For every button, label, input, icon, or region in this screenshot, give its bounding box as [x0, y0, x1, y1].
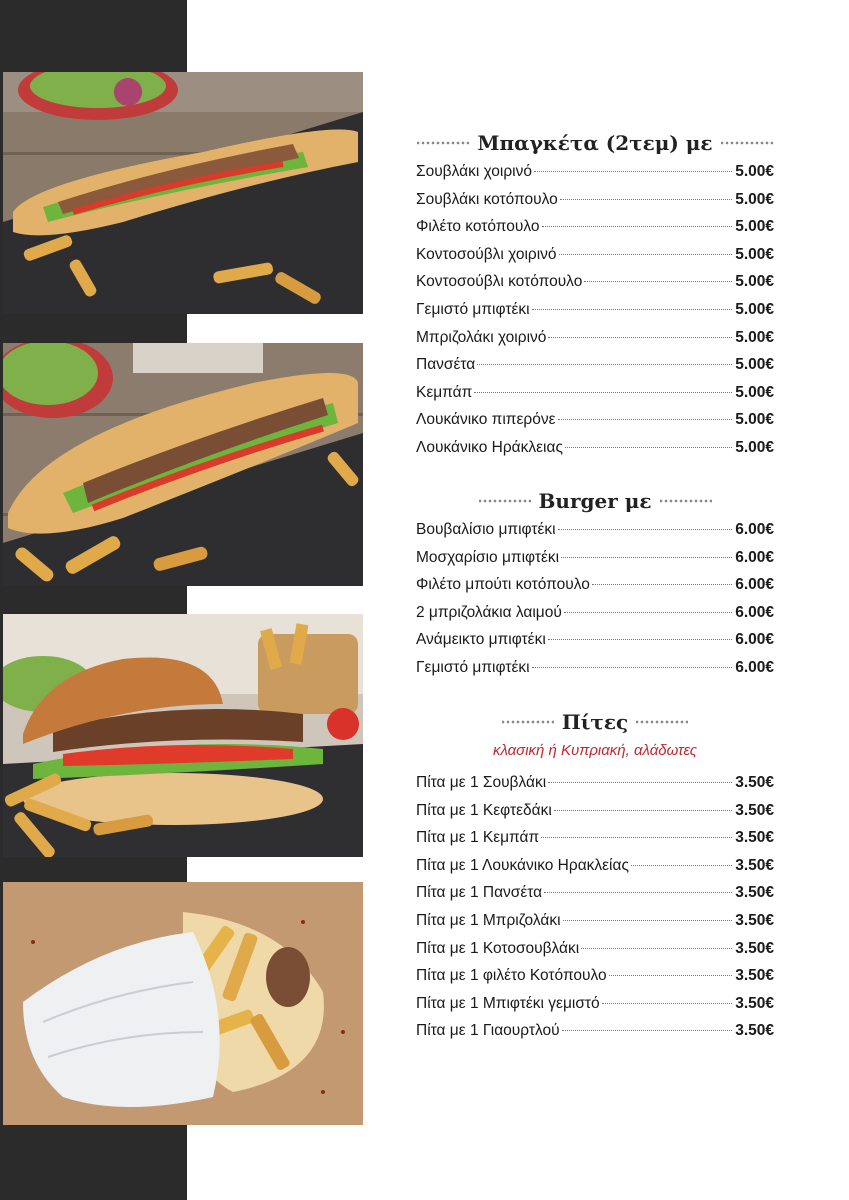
dot-leader [532, 309, 733, 310]
item-name: Πίτα με 1 Κεμπάπ [416, 829, 540, 847]
item-price: 6.00€ [735, 576, 774, 594]
dot-leader [477, 364, 732, 365]
menu-item [416, 802, 774, 830]
menu-item [416, 218, 774, 246]
dot-leader [581, 948, 732, 949]
item-price: 3.50€ [735, 1022, 774, 1040]
item-name: Γεμιστό μπιφτέκι [416, 300, 530, 318]
baguette-kebab-photo [3, 343, 363, 586]
item-name: Λουκάνικο Ηράκλειας [416, 438, 563, 456]
menu-item [416, 884, 774, 912]
item-price: 3.50€ [735, 911, 774, 929]
dot-leader [474, 392, 732, 393]
dotted-ornament-icon [660, 498, 712, 504]
dot-leader [544, 892, 732, 893]
section-pites [416, 706, 774, 1050]
item-name: Σουβλάκι χοιρινό [416, 163, 532, 180]
item-price: 5.00€ [735, 163, 774, 180]
menu-item [416, 576, 774, 604]
dot-leader [592, 584, 732, 585]
menu-list [416, 774, 774, 1050]
item-price: 3.50€ [735, 856, 774, 874]
dot-leader [548, 782, 732, 783]
section-header [416, 485, 774, 517]
item-price: 6.00€ [735, 658, 774, 676]
menu-item [416, 356, 774, 384]
dot-leader [631, 865, 732, 866]
item-price: 5.00€ [735, 245, 774, 263]
dot-leader [534, 171, 732, 172]
menu-list [416, 521, 774, 687]
item-name: Πίτα με 1 Λουκάνικο Ηρακλείας [416, 856, 629, 874]
baguette-souvlaki-photo [3, 72, 363, 314]
item-name: Βουβαλίσιο μπιφτέκι [416, 521, 556, 538]
item-price: 5.00€ [735, 273, 774, 291]
item-name: Ανάμεικτο μπιφτέκι [416, 631, 546, 649]
dot-leader [609, 975, 733, 976]
menu-item [416, 940, 774, 968]
dot-leader [565, 447, 732, 448]
menu-item [416, 329, 774, 357]
menu-item [416, 301, 774, 329]
section-subtitle: κλασική ή Κυπριακή, αλάδωτες [492, 742, 698, 759]
item-price: 6.00€ [735, 548, 774, 566]
item-price: 5.00€ [735, 356, 774, 374]
section-title: Μπαγκέτα (2τεμ) με [477, 131, 713, 155]
dot-leader [541, 837, 732, 838]
item-name: Πίτα με 1 Σουβλάκι [416, 774, 547, 791]
item-price: 6.00€ [735, 631, 774, 649]
menu-item [416, 384, 774, 412]
item-name: 2 μπριζολάκια λαιμού [416, 603, 562, 621]
item-name: Μπριζολάκι χοιρινό [416, 328, 547, 346]
item-price: 5.00€ [735, 218, 774, 236]
menu-item [416, 246, 774, 274]
item-name: Πίτα με 1 Κεφτεδάκι [416, 801, 552, 819]
item-name: Πίτα με 1 φιλέτο Κοτόπουλο [416, 967, 607, 985]
dot-leader [558, 419, 733, 420]
item-name: Γεμιστό μπιφτέκι [416, 658, 530, 676]
item-name: Φιλέτο κοτόπουλο [416, 218, 540, 236]
item-name: Πίτα με 1 Γιαουρτλού [416, 1022, 560, 1040]
item-name: Μοσχαρίσιο μπιφτέκι [416, 548, 560, 566]
menu-item [416, 774, 774, 802]
item-name: Κοντοσούβλι κοτόπουλο [416, 273, 583, 291]
section-header [416, 127, 774, 159]
item-price: 3.50€ [735, 884, 774, 902]
item-price: 6.00€ [735, 521, 774, 538]
dot-leader [542, 226, 733, 227]
item-price: 5.00€ [735, 190, 774, 208]
item-name: Λουκάνικο πιπερόνε [416, 411, 556, 429]
item-price: 3.50€ [735, 939, 774, 957]
menu-item [416, 604, 774, 632]
dot-leader [562, 1030, 733, 1031]
item-name: Πανσέτα [416, 356, 476, 374]
menu-item [416, 191, 774, 219]
dot-leader [564, 612, 732, 613]
dotted-ornament-icon [721, 140, 773, 146]
item-name: Πίτα με 1 Μπιφτέκι γεμιστό [416, 994, 600, 1012]
dot-leader [560, 199, 732, 200]
item-name: Φιλέτο μπούτι κοτόπουλο [416, 576, 590, 594]
item-price: 6.00€ [735, 603, 774, 621]
dot-leader [559, 254, 733, 255]
dot-leader [548, 337, 732, 338]
menu-item [416, 857, 774, 885]
menu-item [416, 163, 774, 191]
item-price: 5.00€ [735, 328, 774, 346]
menu-item [416, 273, 774, 301]
menu-item [416, 631, 774, 659]
section-burger [416, 485, 774, 687]
dot-leader [561, 557, 732, 558]
menu-item [416, 912, 774, 940]
dotted-ornament-icon [479, 498, 531, 504]
item-name: Κεμπάπ [416, 383, 473, 401]
item-price: 3.50€ [735, 994, 774, 1012]
menu-item [416, 995, 774, 1023]
item-price: 5.00€ [735, 438, 774, 456]
menu-list [416, 163, 774, 467]
menu-item [416, 967, 774, 995]
dot-leader [548, 639, 732, 640]
item-price: 3.50€ [735, 829, 774, 847]
section-header [416, 706, 774, 738]
item-price: 3.50€ [735, 774, 774, 791]
item-price: 3.50€ [735, 967, 774, 985]
burger-photo [3, 614, 363, 857]
menu-item [416, 829, 774, 857]
item-name: Σουβλάκι κοτόπουλο [416, 190, 558, 208]
dot-leader [558, 529, 733, 530]
item-price: 3.50€ [735, 801, 774, 819]
item-price: 5.00€ [735, 383, 774, 401]
dot-leader [563, 920, 733, 921]
menu-item [416, 411, 774, 439]
dot-leader [554, 810, 732, 811]
menu-item [416, 439, 774, 467]
dotted-ornament-icon [417, 140, 469, 146]
menu-item [416, 549, 774, 577]
item-price: 5.00€ [735, 411, 774, 429]
item-name: Πίτα με 1 Μπριζολάκι [416, 911, 561, 929]
dot-leader [584, 281, 732, 282]
menu-item [416, 659, 774, 687]
section-baguette [416, 127, 774, 467]
item-name: Κοντοσούβλι χοιρινό [416, 245, 557, 263]
item-price: 5.00€ [735, 300, 774, 318]
section-title: Burger με [538, 489, 652, 513]
dot-leader [602, 1003, 733, 1004]
menu-item [416, 521, 774, 549]
item-name: Πίτα με 1 Πανσέτα [416, 884, 543, 902]
menu-item [416, 1022, 774, 1050]
dot-leader [532, 667, 733, 668]
item-name: Πίτα με 1 Κοτοσουβλάκι [416, 939, 580, 957]
dotted-ornament-icon [502, 719, 554, 725]
section-title: Πίτες [561, 710, 629, 734]
pita-wrap-photo [3, 882, 363, 1125]
dotted-ornament-icon [636, 719, 688, 725]
